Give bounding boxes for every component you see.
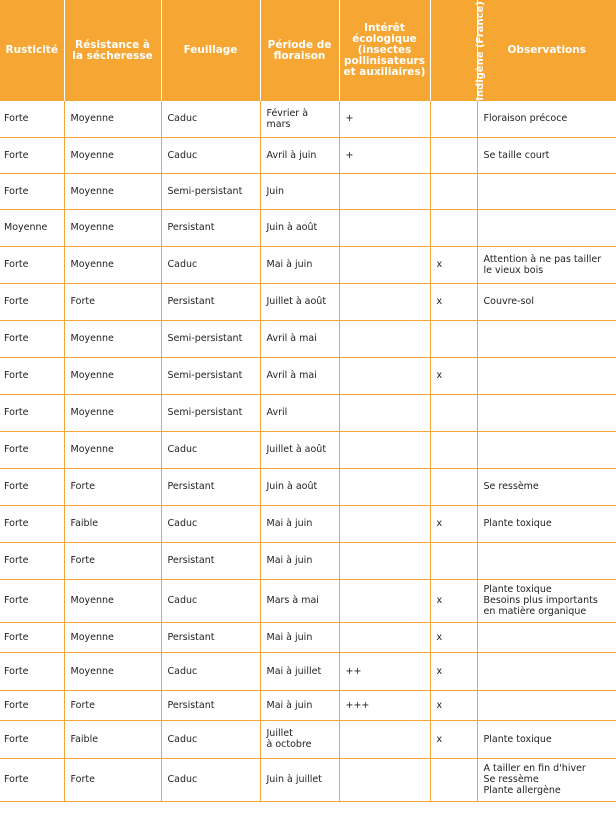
table-row: [0, 622, 616, 652]
cell-interet: [339, 173, 430, 209]
cell-rusticite: Forte: [0, 431, 64, 468]
cell-resistance: Moyenne: [64, 357, 161, 394]
cell-interet: [339, 579, 430, 622]
table-row: [0, 173, 616, 209]
cell-resistance: Moyenne: [64, 246, 161, 283]
cell-rusticite: Forte: [0, 320, 64, 357]
cell-indigene: [430, 101, 477, 137]
header-interet: Intérêt écologique (insectes pollinisateurs et auxiliaires): [339, 0, 430, 101]
cell-observations: [477, 652, 616, 690]
cell-interet: [339, 542, 430, 579]
cell-observations: Floraison précoce: [477, 101, 616, 137]
cell-indigene: [430, 468, 477, 505]
cell-periode: Mai à juin: [260, 246, 339, 283]
cell-periode: Février à mars: [260, 101, 339, 137]
cell-resistance: Moyenne: [64, 431, 161, 468]
cell-feuillage: Semi-persistant: [161, 394, 260, 431]
cell-interet: [339, 758, 430, 801]
header-indigene-label: Indigène (France): [474, 1, 486, 101]
table-row: [0, 690, 616, 720]
cell-rusticite: Forte: [0, 758, 64, 801]
cell-indigene: [430, 320, 477, 357]
cell-interet: [339, 468, 430, 505]
cell-interet: [339, 720, 430, 758]
cell-observations: [477, 394, 616, 431]
cell-indigene: x: [430, 357, 477, 394]
cell-rusticite: Forte: [0, 579, 64, 622]
cell-periode: Avril à mai: [260, 357, 339, 394]
header-observations: Observations: [477, 0, 616, 101]
cell-resistance: Moyenne: [64, 320, 161, 357]
cell-indigene: x: [430, 690, 477, 720]
table-row: [0, 101, 616, 137]
cell-rusticite: Forte: [0, 394, 64, 431]
cell-periode: Avril à juin: [260, 137, 339, 173]
cell-resistance: Faible: [64, 720, 161, 758]
cell-rusticite: Forte: [0, 357, 64, 394]
cell-periode: Avril à mai: [260, 320, 339, 357]
cell-indigene: x: [430, 622, 477, 652]
cell-periode: Mars à mai: [260, 579, 339, 622]
cell-rusticite: Moyenne: [0, 209, 64, 246]
cell-feuillage: Semi-persistant: [161, 357, 260, 394]
table-row: [0, 137, 616, 173]
cell-indigene: x: [430, 720, 477, 758]
table-row: [0, 283, 616, 320]
cell-feuillage: Caduc: [161, 579, 260, 622]
table-row: [0, 720, 616, 758]
cell-interet: +: [339, 101, 430, 137]
cell-interet: [339, 209, 430, 246]
cell-resistance: Forte: [64, 542, 161, 579]
cell-resistance: Moyenne: [64, 622, 161, 652]
cell-periode: Mai à juillet: [260, 652, 339, 690]
cell-resistance: Moyenne: [64, 173, 161, 209]
cell-rusticite: Forte: [0, 246, 64, 283]
table-row: [0, 246, 616, 283]
cell-periode: Mai à juin: [260, 690, 339, 720]
cell-feuillage: Caduc: [161, 101, 260, 137]
table-row: [0, 431, 616, 468]
cell-resistance: Moyenne: [64, 137, 161, 173]
cell-observations: Plante toxique: [477, 505, 616, 542]
cell-indigene: x: [430, 652, 477, 690]
table-row: [0, 542, 616, 579]
header-rusticite: Rusticité: [0, 0, 64, 101]
cell-observations: Plante toxique: [477, 720, 616, 758]
cell-feuillage: Caduc: [161, 137, 260, 173]
cell-periode: Juillet à octobre: [260, 720, 339, 758]
cell-rusticite: Forte: [0, 505, 64, 542]
cell-feuillage: Persistant: [161, 209, 260, 246]
header-resistance: Résistance à la sécheresse: [64, 0, 161, 101]
cell-interet: [339, 431, 430, 468]
cell-interet: ++: [339, 652, 430, 690]
cell-periode: Juin à juillet: [260, 758, 339, 801]
cell-observations: [477, 622, 616, 652]
cell-rusticite: Forte: [0, 101, 64, 137]
cell-feuillage: Caduc: [161, 431, 260, 468]
cell-observations: [477, 690, 616, 720]
cell-feuillage: Semi-persistant: [161, 320, 260, 357]
cell-observations: Plante toxique Besoins plus importants en matière organique: [477, 579, 616, 622]
cell-interet: [339, 505, 430, 542]
cell-interet: [339, 394, 430, 431]
table-row: [0, 209, 616, 246]
cell-indigene: x: [430, 283, 477, 320]
cell-rusticite: Forte: [0, 652, 64, 690]
cell-feuillage: Semi-persistant: [161, 173, 260, 209]
cell-rusticite: Forte: [0, 690, 64, 720]
cell-periode: Avril: [260, 394, 339, 431]
cell-interet: +++: [339, 690, 430, 720]
cell-interet: [339, 622, 430, 652]
cell-rusticite: Forte: [0, 468, 64, 505]
table-row: [0, 758, 616, 801]
cell-resistance: Moyenne: [64, 579, 161, 622]
table-row: [0, 394, 616, 431]
table-row: [0, 579, 616, 622]
cell-feuillage: Caduc: [161, 758, 260, 801]
cell-feuillage: Caduc: [161, 720, 260, 758]
cell-resistance: Moyenne: [64, 394, 161, 431]
cell-observations: Couvre-sol: [477, 283, 616, 320]
cell-interet: [339, 246, 430, 283]
cell-observations: [477, 209, 616, 246]
cell-rusticite: Forte: [0, 542, 64, 579]
header-row: [0, 0, 616, 101]
cell-observations: [477, 320, 616, 357]
cell-resistance: Faible: [64, 505, 161, 542]
cell-periode: Juin à août: [260, 468, 339, 505]
cell-feuillage: Caduc: [161, 652, 260, 690]
cell-indigene: [430, 758, 477, 801]
cell-rusticite: Forte: [0, 622, 64, 652]
cell-observations: Se ressème: [477, 468, 616, 505]
cell-feuillage: Persistant: [161, 468, 260, 505]
cell-periode: Mai à juin: [260, 505, 339, 542]
cell-resistance: Forte: [64, 758, 161, 801]
header-feuillage: Feuillage: [161, 0, 260, 101]
cell-resistance: Moyenne: [64, 652, 161, 690]
cell-interet: [339, 357, 430, 394]
table-row: [0, 320, 616, 357]
cell-indigene: [430, 542, 477, 579]
cell-periode: Juillet à août: [260, 431, 339, 468]
cell-observations: Se taille court: [477, 137, 616, 173]
cell-resistance: Forte: [64, 283, 161, 320]
cell-resistance: Moyenne: [64, 209, 161, 246]
cell-indigene: x: [430, 579, 477, 622]
cell-rusticite: Forte: [0, 283, 64, 320]
cell-indigene: [430, 137, 477, 173]
cell-resistance: Forte: [64, 690, 161, 720]
cell-indigene: [430, 209, 477, 246]
cell-observations: [477, 357, 616, 394]
cell-indigene: [430, 173, 477, 209]
cell-feuillage: Persistant: [161, 690, 260, 720]
cell-indigene: x: [430, 246, 477, 283]
cell-interet: [339, 320, 430, 357]
cell-feuillage: Caduc: [161, 505, 260, 542]
cell-periode: Mai à juin: [260, 622, 339, 652]
cell-feuillage: Persistant: [161, 542, 260, 579]
cell-resistance: Moyenne: [64, 101, 161, 137]
cell-feuillage: Persistant: [161, 622, 260, 652]
table-row: [0, 652, 616, 690]
cell-periode: Mai à juin: [260, 542, 339, 579]
table-row: [0, 468, 616, 505]
table-row: [0, 357, 616, 394]
cell-observations: A tailler en fin d'hiver Se ressème Plante allergène: [477, 758, 616, 801]
cell-observations: Attention à ne pas tailler le vieux bois: [477, 246, 616, 283]
cell-rusticite: Forte: [0, 173, 64, 209]
cell-rusticite: Forte: [0, 137, 64, 173]
cell-rusticite: Forte: [0, 720, 64, 758]
cell-periode: Juin: [260, 173, 339, 209]
cell-observations: [477, 542, 616, 579]
cell-interet: [339, 283, 430, 320]
cell-observations: [477, 173, 616, 209]
cell-resistance: Forte: [64, 468, 161, 505]
cell-feuillage: Caduc: [161, 246, 260, 283]
table-row: [0, 505, 616, 542]
cell-periode: Juin à août: [260, 209, 339, 246]
cell-periode: Juillet à août: [260, 283, 339, 320]
header-periode: Période de floraison: [260, 0, 339, 101]
cell-indigene: [430, 431, 477, 468]
header-indigene: [430, 0, 486, 101]
cell-indigene: [430, 394, 477, 431]
cell-feuillage: Persistant: [161, 283, 260, 320]
cell-indigene: x: [430, 505, 477, 542]
cell-observations: [477, 431, 616, 468]
cell-interet: +: [339, 137, 430, 173]
